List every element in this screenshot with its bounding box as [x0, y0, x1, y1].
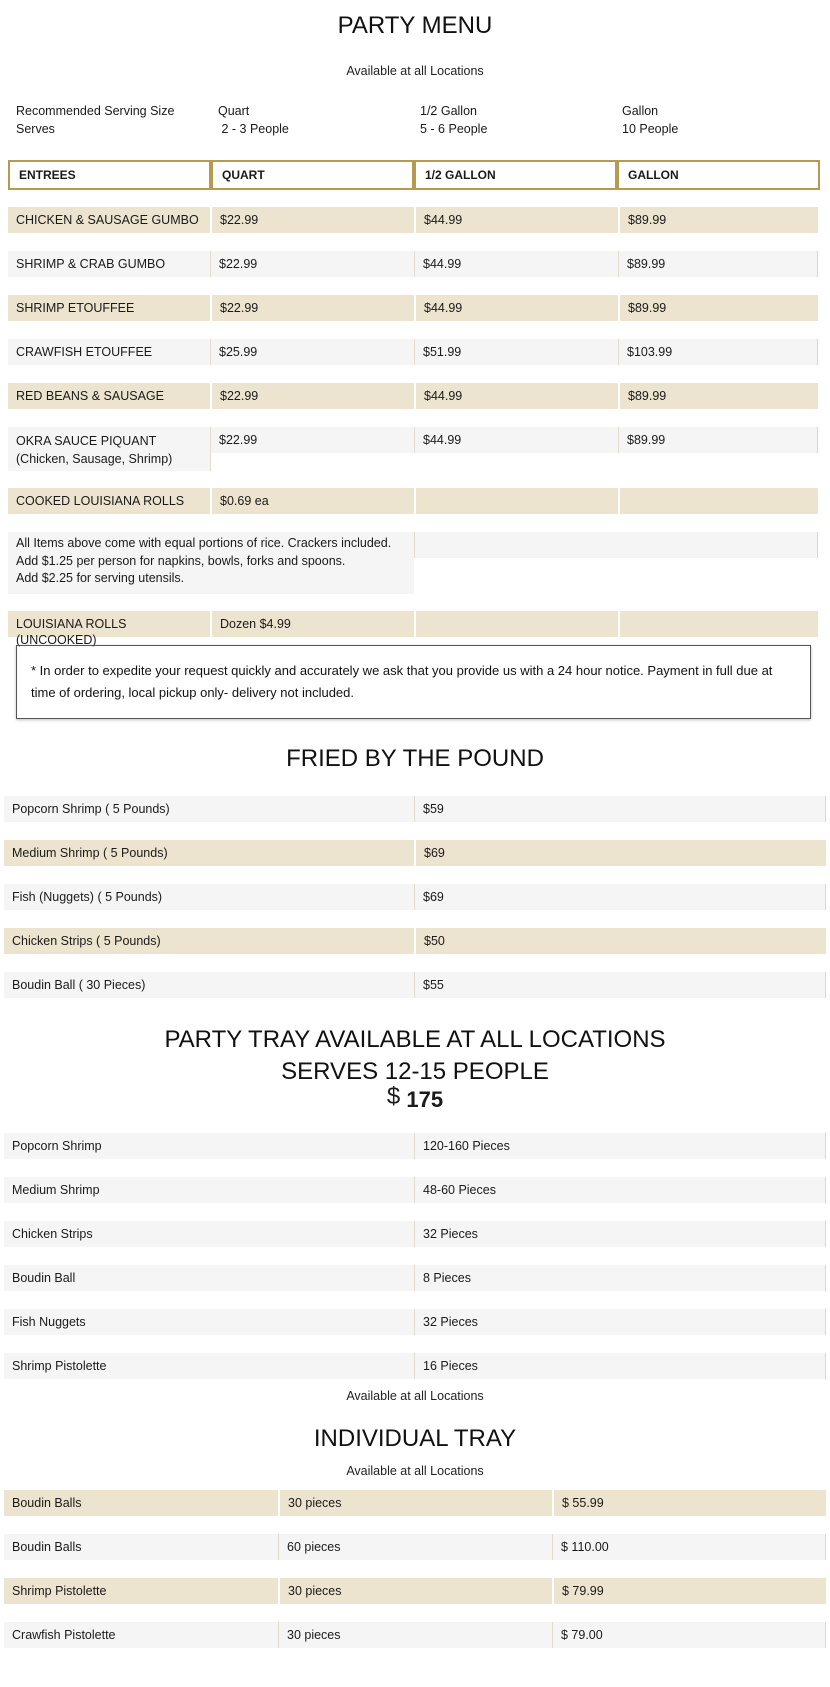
tray-qty: 16 Pieces	[414, 1353, 826, 1379]
entree-price-gallon: $89.99	[618, 207, 818, 233]
cell-divider	[210, 453, 211, 471]
entree-price-gallon: $89.99	[618, 251, 818, 277]
entree-row	[8, 251, 818, 277]
fried-item: Medium Shrimp ( 5 Pounds)	[4, 840, 414, 866]
fried-item: Boudin Ball ( 30 Pieces)	[4, 972, 414, 998]
entree-row	[8, 207, 818, 233]
individual-tray-row	[4, 1578, 826, 1604]
tray-item: Popcorn Shrimp	[4, 1133, 414, 1159]
party-tray-title	[0, 1024, 830, 1088]
entree-price-half-gallon: $44.99	[414, 251, 618, 277]
serves-half-gallon: 5 - 6 People	[420, 122, 488, 136]
individual-tray-row	[4, 1490, 826, 1516]
entree-price-half-gallon: $44.99	[414, 383, 618, 409]
fried-row	[4, 928, 826, 954]
entree-row	[8, 488, 818, 514]
serves-label: Serves	[16, 122, 55, 136]
note-line: Add $2.25 for serving utensils.	[16, 571, 185, 585]
entree-price-half-gallon: $44.99	[414, 207, 618, 233]
tray-qty: 32 Pieces	[414, 1221, 826, 1247]
entree-price-half-gallon: $51.99	[414, 339, 618, 365]
party-tray-title-line1: PARTY TRAY AVAILABLE AT ALL LOCATIONS	[164, 1026, 666, 1053]
entree-row	[8, 339, 818, 365]
entree-row	[8, 611, 818, 647]
entree-price-quart: $22.99	[210, 383, 414, 409]
party-tray-row	[4, 1221, 826, 1247]
entree-name-cell	[8, 427, 210, 471]
header-quart: QUART	[211, 160, 414, 190]
entree-price-quart: $22.99	[210, 251, 414, 277]
serving-size-half-gallon: 1/2 Gallon	[420, 104, 477, 118]
header-half-gallon: 1/2 GALLON	[414, 160, 617, 190]
entree-price-half-gallon: $44.99	[414, 427, 618, 453]
serving-size-label: Recommended Serving Size	[16, 104, 175, 118]
tray-item: Boudin Balls	[4, 1534, 278, 1560]
fried-row	[4, 884, 826, 910]
tray-qty: 30 pieces	[278, 1578, 552, 1604]
empty-cell	[414, 611, 618, 637]
party-tray-row	[4, 1133, 826, 1159]
order-notice: * In order to expedite your request quickly and accurately we ask that you provide us with a 24 hour notice. Payment in full due at time of ordering, local pickup only- delivery not included.	[16, 645, 811, 719]
entree-price-gallon: $103.99	[618, 339, 818, 365]
tray-qty: 120-160 Pieces	[414, 1133, 826, 1159]
fried-price: $55	[414, 972, 826, 998]
tray-item: Shrimp Pistolette	[4, 1353, 414, 1379]
entrees-notes-row	[8, 532, 818, 594]
entree-price-quart: $25.99	[210, 339, 414, 365]
entree-name: OKRA SAUCE PIQUANT	[16, 434, 157, 448]
tray-item: Shrimp Pistolette	[4, 1578, 278, 1604]
tray-qty: 60 pieces	[278, 1534, 552, 1560]
party-tray-row	[4, 1265, 826, 1291]
fried-price: $59	[414, 796, 826, 822]
fried-row	[4, 972, 826, 998]
entree-name: CRAWFISH ETOUFFEE	[8, 339, 210, 365]
entree-name: CHICKEN & SAUSAGE GUMBO	[8, 207, 210, 233]
entree-price-half-gallon: $44.99	[414, 295, 618, 321]
entree-name-detail: (Chicken, Sausage, Shrimp)	[16, 452, 173, 466]
entree-price-gallon: $89.99	[618, 427, 818, 453]
tray-price: $ 110.00	[552, 1534, 826, 1560]
entree-price-quart: $22.99	[210, 207, 414, 233]
fried-row	[4, 796, 826, 822]
party-tray-row	[4, 1177, 826, 1203]
note-line: All Items above come with equal portions of rice. Crackers included.	[16, 536, 392, 550]
tray-qty: 30 pieces	[278, 1490, 552, 1516]
entrees-notes	[8, 532, 414, 594]
serving-size-gallon: Gallon	[622, 104, 659, 118]
tray-price: $ 79.00	[552, 1622, 826, 1648]
individual-tray-row	[4, 1534, 826, 1560]
tray-price: $ 55.99	[552, 1490, 826, 1516]
fried-price: $69	[414, 840, 826, 866]
header-gallon: GALLON	[617, 160, 820, 190]
entree-price-gallon: $89.99	[618, 295, 818, 321]
entree-price-quart: $22.99	[210, 295, 414, 321]
tray-item: Fish Nuggets	[4, 1309, 414, 1335]
entree-name: SHRIMP ETOUFFEE	[8, 295, 210, 321]
entree-price-gallon: $89.99	[618, 383, 818, 409]
individual-tray-row	[4, 1622, 826, 1648]
tray-item: Crawfish Pistolette	[4, 1622, 278, 1648]
fried-price: $50	[414, 928, 826, 954]
tray-item: Medium Shrimp	[4, 1177, 414, 1203]
fried-row	[4, 840, 826, 866]
entree-row	[8, 427, 818, 471]
party-tray-title-line2: SERVES 12-15 PEOPLE	[281, 1058, 549, 1085]
price-symbol: $	[386, 1083, 401, 1110]
party-tray-row	[4, 1353, 826, 1379]
individual-tray-title: INDIVIDUAL TRAY	[313, 1425, 517, 1452]
entree-price-quart: $0.69 ea	[210, 488, 414, 514]
entree-name: LOUISIANA ROLLS (UNCOOKED)	[8, 611, 210, 637]
tray-qty: 8 Pieces	[414, 1265, 826, 1291]
entree-price: Dozen $4.99	[210, 611, 414, 637]
entree-name: COOKED LOUISIANA ROLLS	[8, 488, 210, 514]
entree-row	[8, 383, 818, 409]
tray-qty: 32 Pieces	[414, 1309, 826, 1335]
header-entrees: ENTREES	[8, 160, 211, 190]
tray-qty: 48-60 Pieces	[414, 1177, 826, 1203]
tray-price: $ 79.99	[552, 1578, 826, 1604]
tray-item: Boudin Balls	[4, 1490, 278, 1516]
individual-tray-subtitle: Available at all Locations	[346, 1464, 484, 1478]
serves-quart: 2 - 3 People	[218, 122, 289, 136]
fried-item: Popcorn Shrimp ( 5 Pounds)	[4, 796, 414, 822]
entree-name: RED BEANS & SAUSAGE	[8, 383, 210, 409]
entree-price-gallon	[618, 488, 818, 514]
entree-price-quart: $22.99	[210, 427, 414, 453]
serving-size-quart: Quart	[218, 104, 250, 118]
tray-qty: 30 pieces	[278, 1622, 552, 1648]
party-tray-row	[4, 1309, 826, 1335]
tray-item: Boudin Ball	[4, 1265, 414, 1291]
fried-price: $69	[414, 884, 826, 910]
entree-row	[8, 295, 818, 321]
fried-section-title: FRIED BY THE POUND	[286, 745, 544, 772]
party-tray-footer: Available at all Locations	[346, 1389, 484, 1403]
price-value: 175	[406, 1087, 444, 1112]
fried-item: Fish (Nuggets) ( 5 Pounds)	[4, 884, 414, 910]
empty-cell	[414, 532, 818, 558]
page-subtitle: Available at all Locations	[346, 64, 484, 78]
page-title: PARTY MENU	[337, 12, 493, 39]
entree-name: SHRIMP & CRAB GUMBO	[8, 251, 210, 277]
tray-item: Chicken Strips	[4, 1221, 414, 1247]
note-line: Add $1.25 per person for napkins, bowls, forks and spoons.	[16, 553, 346, 568]
empty-cell	[618, 611, 818, 637]
party-tray-price	[0, 1083, 830, 1114]
entree-price-half-gallon	[414, 488, 618, 514]
serves-gallon: 10 People	[622, 122, 679, 136]
fried-item: Chicken Strips ( 5 Pounds)	[4, 928, 414, 954]
